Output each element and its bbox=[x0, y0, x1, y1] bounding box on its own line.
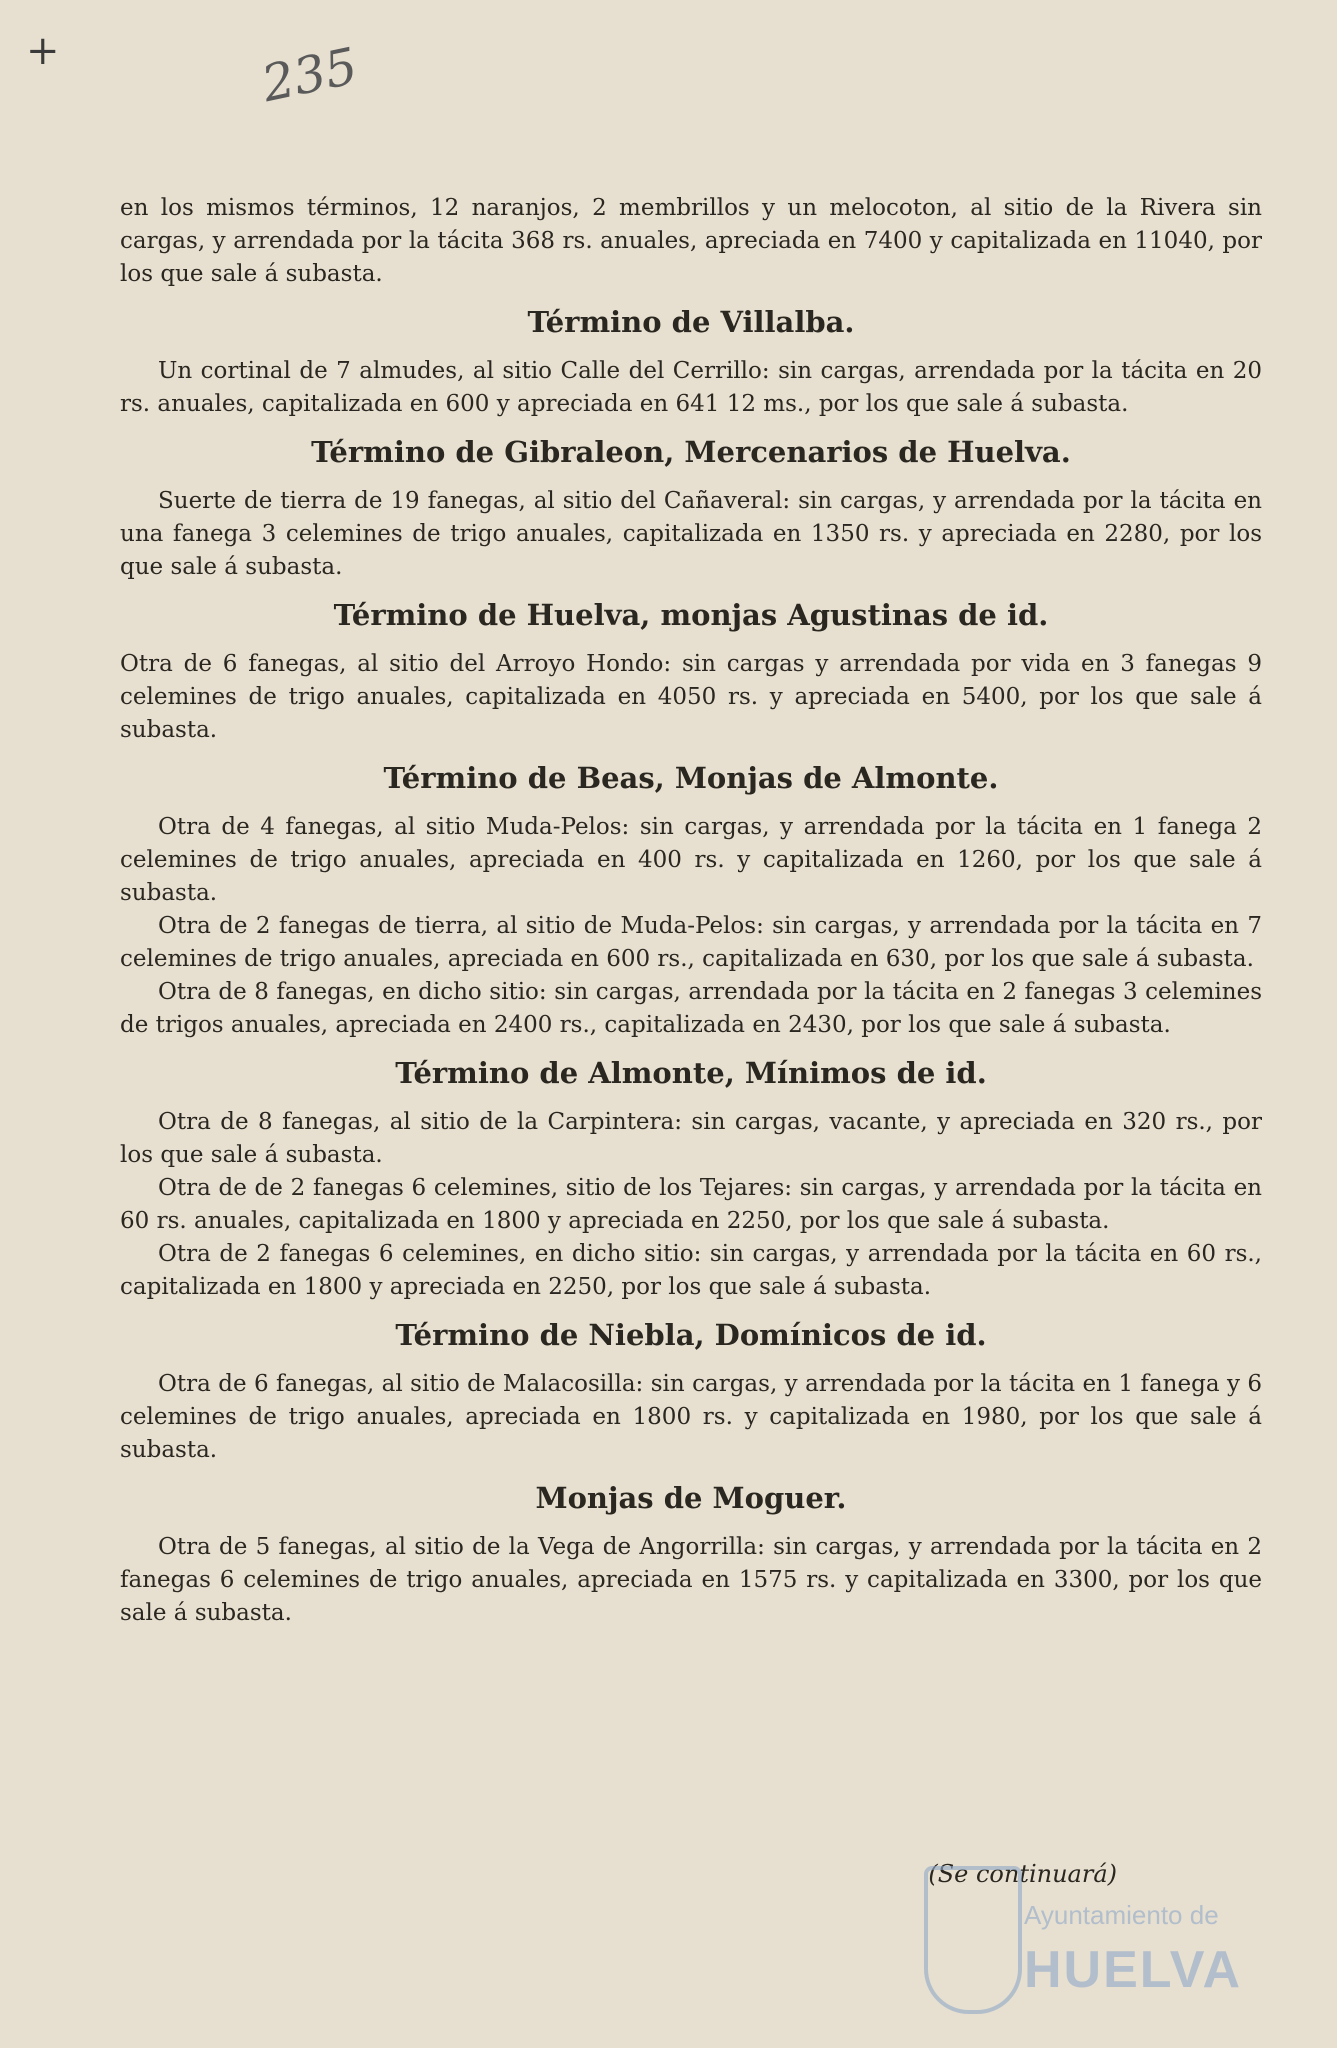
section-paragraph: Otra de 2 fanegas 6 celemines, en dicho sitio: sin cargas, y arrendada por la tácita en 60 rs., capitalizada en 1800 y apreciada en 2250, por los que sale á subasta. bbox=[120, 1241, 1262, 1300]
section-paragraph: Otra de 8 fanegas, al sitio de la Carpintera: sin cargas, vacante, y apreciada en 320 rs., por los que sale á subasta. bbox=[120, 1109, 1262, 1168]
section-paragraph: Otra de 5 fanegas, al sitio de la Vega de Angorrilla: sin cargas, y arrendada por la tácita en 2 fanegas 6 celemines de trigo anuales, apreciada en 1575 rs. y capitalizada en 3300, por los que sale á subasta. bbox=[120, 1534, 1262, 1626]
section-beas bbox=[120, 761, 1262, 1042]
section-heading: Monjas de Moguer. bbox=[535, 1481, 847, 1515]
section-almonte bbox=[120, 1056, 1262, 1304]
section-heading: Término de Gibraleon, Mercenarios de Huelva. bbox=[311, 435, 1071, 469]
section-paragraph: Otra de 6 fanegas, al sitio del Arroyo Hondo: sin cargas y arrendada por vida en 3 fanegas 9 celemines de trigo anuales, capitalizada en 4050 rs. y apreciada en 5400, por los que sale á subasta. bbox=[120, 651, 1262, 743]
section-paragraph: Un cortinal de 7 almudes, al sitio Calle del Cerrillo: sin cargas, arrendada por la tácita en 20 rs. anuales, capitalizada en 600 y apreciada en 641 12 ms., por los que sale á subasta. bbox=[120, 358, 1262, 417]
section-paragraph: Otra de 8 fanegas, en dicho sitio: sin cargas, arrendada por la tácita en 2 fanegas 3 celemines de trigos anuales, apreciada en 2400 rs., capitalizada en 2430, por los que sale á subasta. bbox=[120, 979, 1262, 1038]
intro-paragraph: en los mismos términos, 12 naranjos, 2 membrillos y un melocoton, al sitio de la Rivera sin cargas, y arrendada por la tácita 368 rs. anuales, apreciada en 7400 y capitalizada en 11040, por los que sale á subasta. bbox=[120, 195, 1262, 287]
section-heading: Término de Villalba. bbox=[527, 305, 855, 339]
section-moguer bbox=[120, 1481, 1262, 1630]
shield-icon bbox=[924, 1866, 1022, 2014]
section-heading: Término de Beas, Monjas de Almonte. bbox=[383, 761, 999, 795]
section-paragraph: Otra de 6 fanegas, al sitio de Malacosilla: sin cargas, y arrendada por la tácita en 1 fanega y 6 celemines de trigo anuales, apreciada en 1800 rs. y capitalizada en 1980, por los que sale á subasta. bbox=[120, 1371, 1262, 1463]
watermark-line2: HUELVA bbox=[1024, 1941, 1243, 1999]
document-body bbox=[120, 192, 1262, 1636]
continuation-note: (Se continuará) bbox=[928, 1860, 1117, 1888]
section-heading: Término de Almonte, Mínimos de id. bbox=[395, 1056, 987, 1090]
section-paragraph: Suerte de tierra de 19 fanegas, al sitio del Cañaveral: sin cargas, y arrendada por la tácita en una fanega 3 celemines de trigo anuales, capitalizada en 1350 rs. y apreciada en 2280, por los que sale á subasta. bbox=[120, 488, 1262, 580]
section-niebla bbox=[120, 1318, 1262, 1467]
section-heading: Término de Huelva, monjas Agustinas de id. bbox=[333, 598, 1049, 632]
section-paragraph: Otra de de 2 fanegas 6 celemines, sitio de los Tejares: sin cargas, y arrendada por la tácita en 60 rs. anuales, capitalizada en 1800 y apreciada en 2250, por los que sale á subasta. bbox=[120, 1175, 1262, 1234]
section-heading: Término de Niebla, Domínicos de id. bbox=[395, 1318, 987, 1352]
watermark-logo bbox=[924, 1860, 1284, 2020]
cross-mark: + bbox=[26, 28, 60, 74]
section-paragraph: Otra de 4 fanegas, al sitio Muda-Pelos: sin cargas, y arrendada por la tácita en 1 fanega 2 celemines de trigo anuales, apreciada en 400 rs. y capitalizada en 1260, por los que sale á subasta. bbox=[120, 814, 1262, 906]
section-villalba bbox=[120, 305, 1262, 421]
section-huelva bbox=[120, 598, 1262, 747]
section-gibraleon bbox=[120, 435, 1262, 584]
section-paragraph: Otra de 2 fanegas de tierra, al sitio de Muda-Pelos: sin cargas, y arrendada por la tácita en 7 celemines de trigo anuales, apreciada en 600 rs., capitalizada en 630, por los que sale á subasta. bbox=[120, 913, 1262, 972]
watermark-line1: Ayuntamiento de bbox=[1024, 1900, 1219, 1930]
folio-number: 235 bbox=[257, 36, 363, 114]
